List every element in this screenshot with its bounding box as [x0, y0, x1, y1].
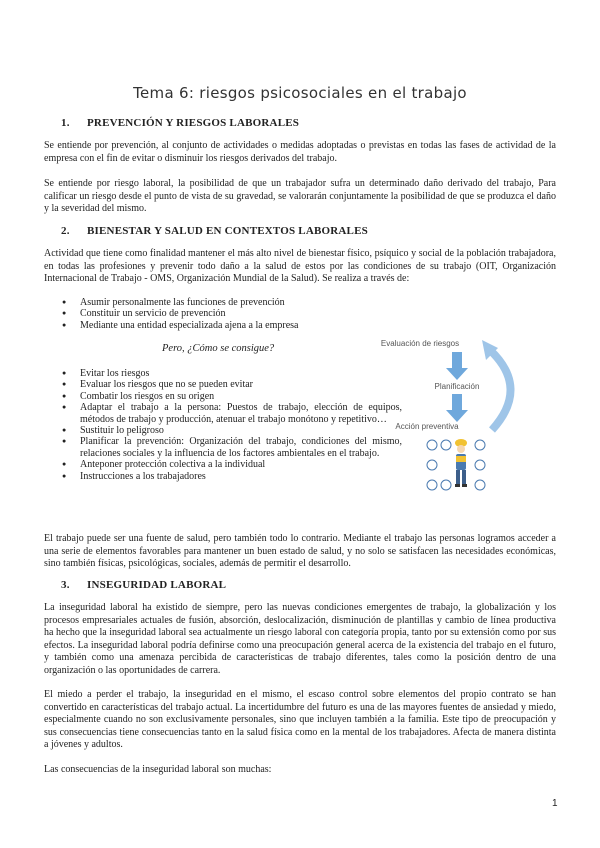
section-3-paragraph-3: Las consecuencias de la inseguridad laboral son muchas:	[44, 764, 272, 775]
section-1-number: 1.	[61, 117, 70, 129]
list-item: ● Evaluar los riesgos que no se pueden evitar	[62, 379, 402, 390]
section-3-paragraph-1: La inseguridad laboral ha existido de siempre, pero las nuevas condiciones emergentes de trabajo, la globalización y los procesos empresariales actuales de fusión, absorción, deslocalización, disminución de plantillas y cambio de línea productiva ha hecho que la inseguridad laboral sea actualmente un riesgo laboral con categoría propia, tanto por su extensión como por sus efectos. La inseguridad laboral podría definirse como una preocupación general acerca de la existencia del trabajo en el futuro, y también como una amenaza percibida de características de trabajo diferentes, tales como la posición dentro de una organización o las oportunidades de carrera.	[44, 602, 556, 676]
list-item: ● Constituir un servicio de prevención	[62, 308, 422, 319]
ppe-vest-icon	[475, 440, 485, 450]
diagram-step-evaluation: Evaluación de riesgos	[380, 339, 460, 348]
prevention-modalities-list	[62, 297, 422, 331]
prevention-principles-list	[62, 368, 402, 482]
list-item: ● Instrucciones a los trabajadores	[62, 471, 402, 482]
list-item: ● Evitar los riesgos	[62, 368, 402, 379]
section-2-question: Pero, ¿Cómo se consigue?	[162, 343, 275, 354]
section-2-number: 2.	[61, 225, 70, 237]
ppe-gloves-icon	[441, 480, 451, 490]
page-number: 1	[552, 798, 558, 809]
section-1-paragraph-2: Se entiende por riesgo laboral, la posibilidad de que un trabajador sufra un determinado daño derivado del trabajo, Para calificar un riesgo desde el punto de vista de su gravedad, se valorarán conjuntamente la posibilidad de que se produzca el daño y la severidad del mismo.	[44, 178, 556, 215]
ppe-boots-icon	[475, 460, 485, 470]
arrow-down-icon	[446, 410, 468, 422]
arrow-down-icon	[452, 394, 462, 412]
section-2-paragraph-2: El trabajo puede ser una fuente de salud, pero también todo lo contrario. Mediante el trabajo las personas logramos acceder a una serie de elementos favorables para mantener un buen estado de salud, y no solo se satisfacen las necesidades económicas, sino también físicas, psicológicas, sociales, además de permitir el desarrollo.	[44, 533, 556, 570]
section-1-heading	[61, 117, 299, 129]
page-title: Tema 6: riesgos psicosociales en el trabajo	[133, 84, 467, 102]
section-3-title: INSEGURIDAD LABORAL	[87, 579, 227, 591]
section-3-number: 3.	[61, 579, 70, 591]
section-2-heading	[61, 225, 368, 237]
list-item: ● Planificar la prevención: Organización del trabajo, condiciones del mismo, relaciones sociales y la influencia de los factores ambientales en el trabajo.	[62, 436, 402, 459]
section-1-title: PREVENCIÓN Y RIESGOS LABORALES	[87, 117, 300, 129]
ppe-mask-icon	[427, 480, 437, 490]
list-item: ● Anteponer protección colectiva a la individual	[62, 459, 402, 470]
cycle-arc	[490, 350, 511, 430]
list-item: ● Adaptar el trabajo a la persona: Puestos de trabajo, elección de equipos, métodos de trabajo y producción, atenuar el trabajo monótono y repetitivo…	[62, 402, 402, 425]
ppe-goggles-icon	[427, 460, 437, 470]
ppe-harness-icon	[475, 480, 485, 490]
prevention-cycle-diagram	[372, 332, 532, 502]
section-3-paragraph-2: El miedo a perder el trabajo, la inseguridad en el mismo, el escaso control sobre elementos del propio contrato se han convertido en características del trabajo actual. La incertidumbre del futuro es una de las mayores fuentes de ansiedad y miedo, especialmente cuando no son exclusivamente personales, sino que incluyen también a la familia. Este tipo de preocupación y sus consecuencias tiene consecuencias tanto en la salud física como en la mental de los trabajadores. Afecta de manera distinta a jóvenes y adultos.	[44, 689, 556, 751]
ppe-ear-icon	[441, 440, 451, 450]
list-item: ● Mediante una entidad especializada ajena a la empresa	[62, 320, 422, 331]
diagram-step-planning: Planificación	[434, 382, 480, 391]
worker-icon	[455, 439, 467, 487]
arrow-down-icon	[452, 352, 462, 370]
section-2-paragraph-1: Actividad que tiene como finalidad mantener el más alto nivel de bienestar físico, psíquico y social de la población trabajadora, en todas las profesiones y prevenir todo daño a la salud de estos por las condiciones de su trabajo (OIT, Organización Internacional de Trabajo - OMS, Organización Mundial de la Salud). Se realiza a través de:	[44, 248, 556, 285]
section-1-paragraph-1: Se entiende por prevención, al conjunto de actividades o medidas adoptadas o previstas en todas las fases de actividad de la empresa con el fin de evitar o disminuir los riesgos derivados del trabajo.	[44, 140, 556, 164]
arrow-down-icon	[446, 368, 468, 380]
diagram-step-action: Acción preventiva	[395, 422, 459, 431]
list-item: ● Sustituir lo peligroso	[62, 425, 402, 436]
list-item: ● Combatir los riesgos en su origen	[62, 391, 402, 402]
list-item: ● Asumir personalmente las funciones de prevención	[62, 297, 422, 308]
section-3-heading	[61, 579, 226, 591]
section-2-title: BIENESTAR Y SALUD EN CONTEXTOS LABORALES	[87, 225, 368, 237]
ppe-helmet-icon	[427, 440, 437, 450]
